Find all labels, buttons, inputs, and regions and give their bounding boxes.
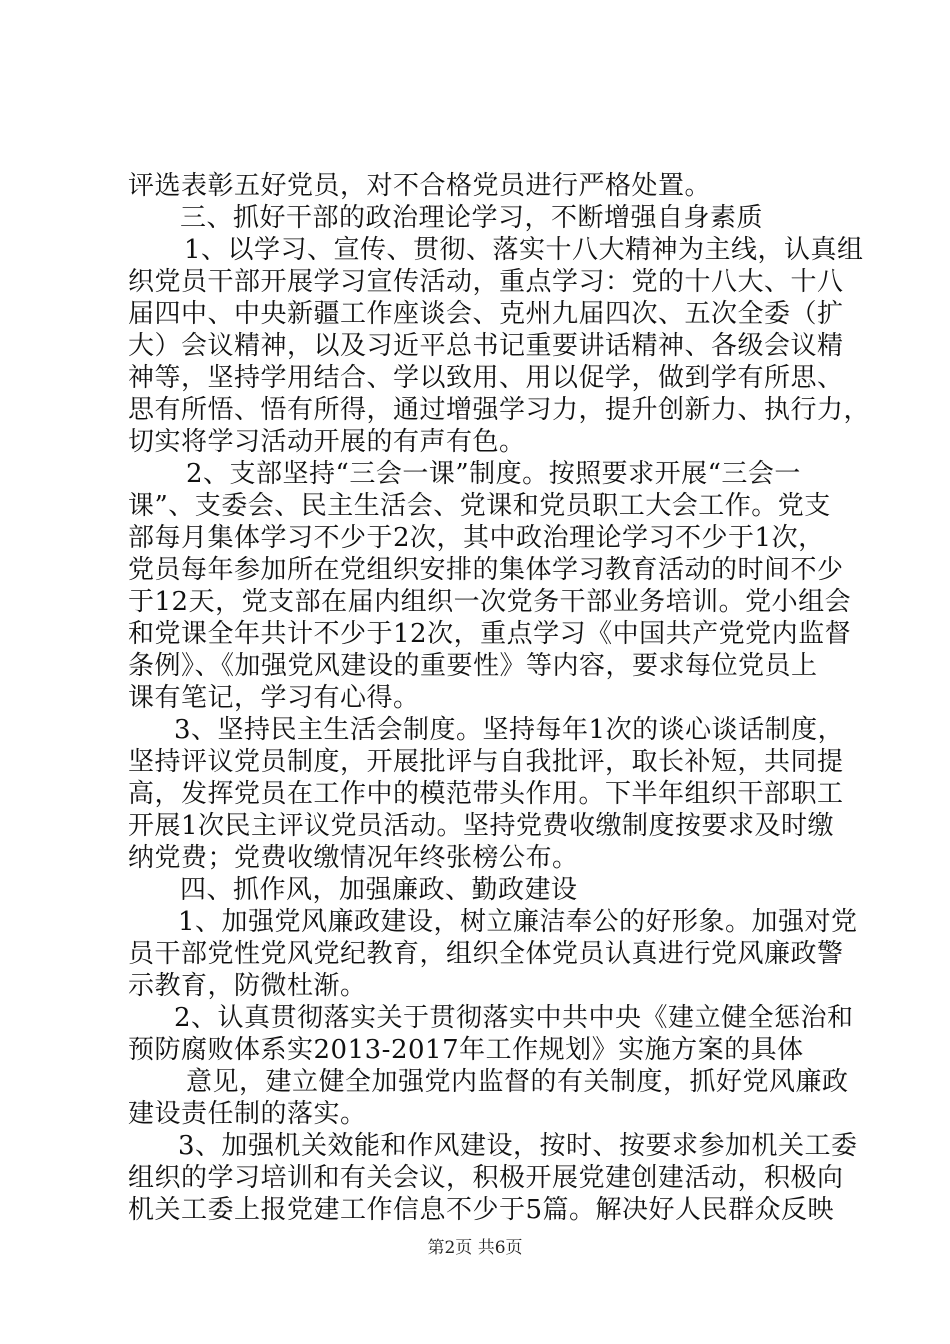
- text-line: 示教育，防微杜渐。: [128, 971, 367, 1001]
- text-line: 高，发挥党员在工作中的模范带头作用。下半年组织干部职工: [128, 779, 844, 809]
- paragraph-start: 2、认真贯彻落实关于贯彻落实中共中央《建立健全惩治和: [174, 1003, 854, 1033]
- text-line: 思有所悟、悟有所得，通过增强学习力，提升创新力、执行力，: [128, 395, 871, 425]
- page-number-footer: 第2页 共6页: [427, 1238, 523, 1258]
- text-line: 组织的学习培训和有关会议，积极开展党建创建活动，积极向: [128, 1163, 844, 1193]
- text-line: 评选表彰五好党员，对不合格党员进行严格处置。: [128, 171, 712, 201]
- paragraph-start: 3、坚持民主生活会制度。坚持每年1次的谈心谈话制度，: [174, 715, 845, 745]
- text-line: 建设责任制的落实。: [128, 1099, 367, 1129]
- paragraph-start: 3、加强机关效能和作风建设，按时、按要求参加机关工委: [178, 1131, 858, 1161]
- text-line: 纳党费；党费收缴情况年终张榜公布。: [128, 843, 579, 873]
- section-heading: 三、抓好干部的政治理论学习，不断增强自身素质: [180, 203, 764, 233]
- text-line: 和党课全年共计不少于12次，重点学习《中国共产党党内监督: [128, 619, 852, 649]
- paragraph-start: 1、以学习、宣传、贯彻、落实十八大精神为主线，认真组: [184, 235, 864, 265]
- paragraph-start: 1、加强党风廉政建设，树立廉洁奉公的好形象。加强对党: [178, 907, 858, 937]
- text-line: 织党员干部开展学习宣传活动，重点学习：党的十八大、十八: [128, 267, 844, 297]
- text-line: 预防腐败体系实2013-2017年工作规划》实施方案的具体: [128, 1035, 804, 1065]
- text-line: 部每月集体学习不少于2次，其中政治理论学习不少于1次，: [128, 523, 825, 553]
- text-line: 切实将学习活动开展的有声有色。: [128, 427, 526, 457]
- section-heading: 四、抓作风，加强廉政、勤政建设: [180, 875, 578, 905]
- text-line: 于12天，党支部在届内组织一次党务干部业务培训。党小组会: [128, 587, 852, 617]
- document-body: [128, 170, 871, 1226]
- text-line: 课有笔记，学习有心得。: [128, 683, 420, 713]
- text-line: 坚持评议党员制度，开展批评与自我批评，取长补短，共同提: [128, 747, 844, 777]
- paragraph-start: 2、支部坚持“三会一课”制度。按照要求开展“三会一: [186, 459, 801, 489]
- text-line: 党员每年参加所在党组织安排的集体学习教育活动的时间不少: [128, 555, 844, 585]
- text-line: 课”、支委会、民主生活会、党课和党员职工大会工作。党支: [128, 491, 831, 521]
- text-line: 条例》、《加强党风建设的重要性》等内容，要求每位党员上: [128, 651, 818, 681]
- text-line: 神等，坚持学用结合、学以致用、用以促学，做到学有所思、: [128, 363, 844, 393]
- paragraph-start: 意见，建立健全加强党内监督的有关制度，抓好党风廉政: [186, 1067, 849, 1097]
- text-line: 机关工委上报党建工作信息不少于5篇。解决好人民群众反映: [128, 1195, 835, 1225]
- text-line: 届四中、中央新疆工作座谈会、克州九届四次、五次全委（扩: [128, 299, 844, 329]
- text-line: 开展1次民主评议党员活动。坚持党费收缴制度按要求及时缴: [128, 811, 835, 841]
- text-line: 大）会议精神，以及习近平总书记重要讲话精神、各级会议精: [128, 331, 844, 361]
- text-line: 员干部党性党风党纪教育，组织全体党员认真进行党风廉政警: [128, 939, 844, 969]
